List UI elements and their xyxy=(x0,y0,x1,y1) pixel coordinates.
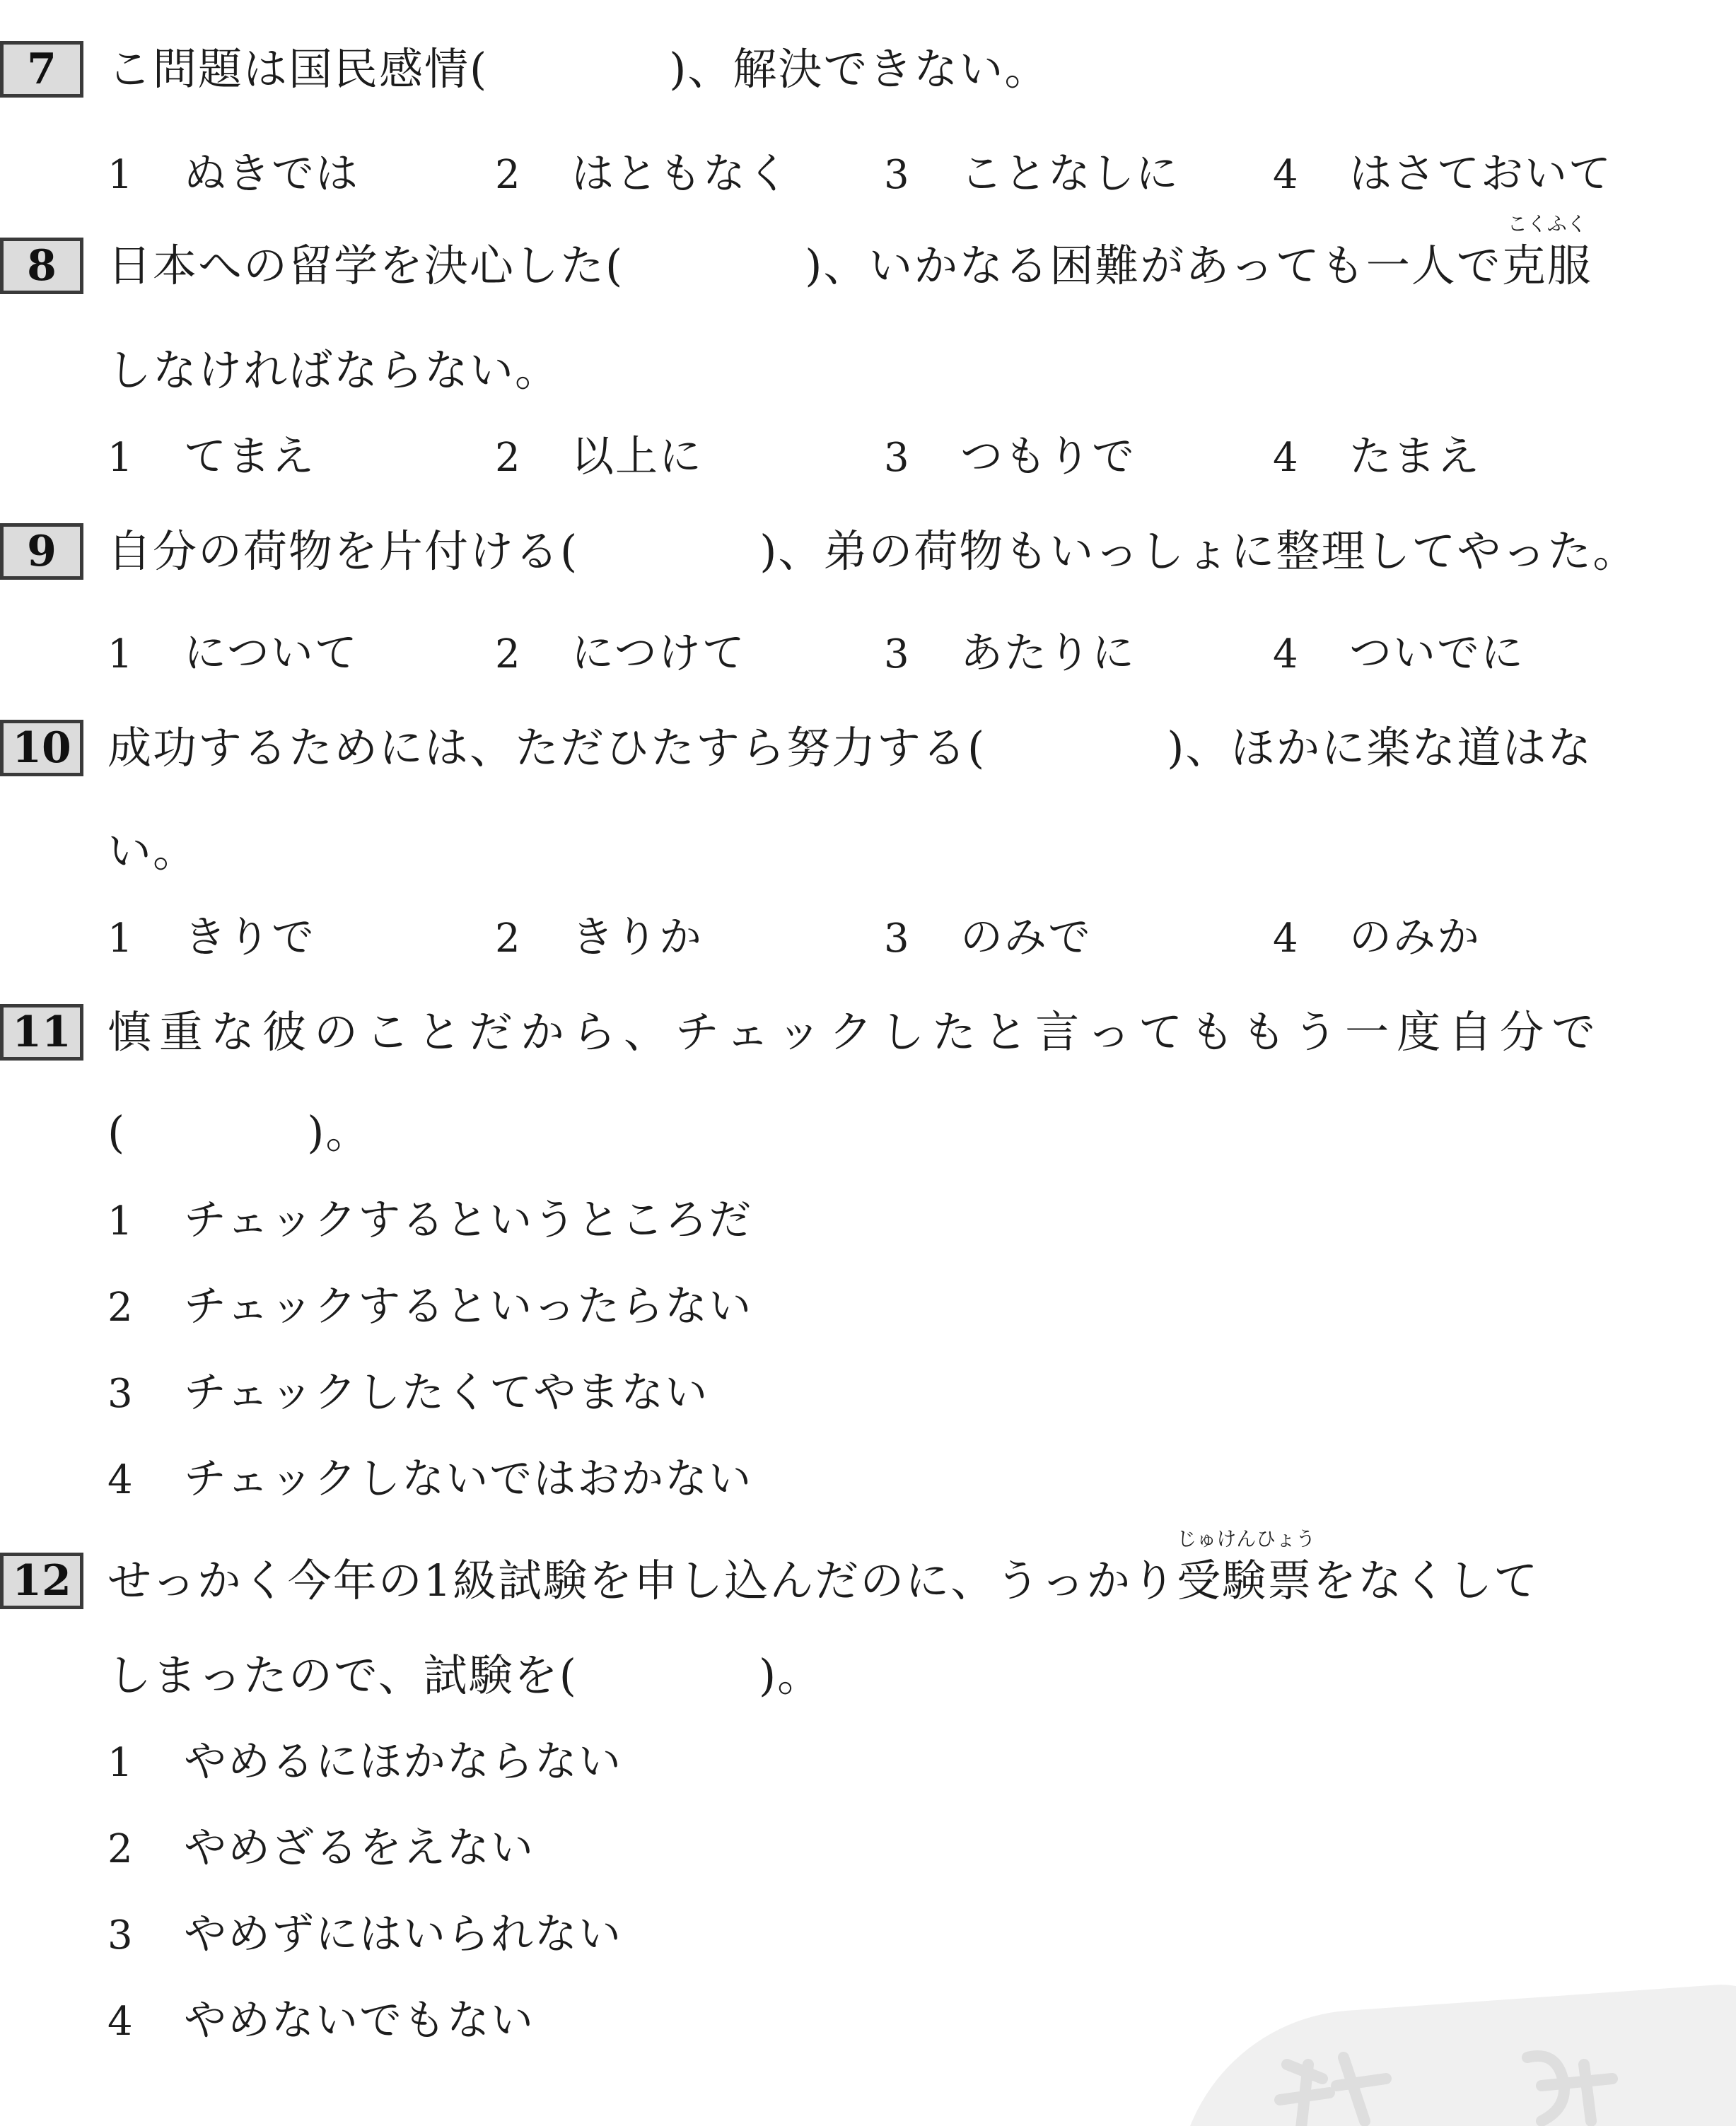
option-text: について xyxy=(184,629,359,678)
option-text: のみで xyxy=(960,913,1092,962)
question-8-stem xyxy=(107,212,1592,294)
question-9-option-3[interactable] xyxy=(884,625,1136,683)
question-8-option-3[interactable] xyxy=(884,428,1136,486)
option-number: 1 xyxy=(107,1740,134,1786)
option-number: 2 xyxy=(495,916,522,962)
question-7-option-3[interactable] xyxy=(884,146,1179,204)
option-number: 3 xyxy=(107,1912,134,1958)
question-7-stem-before: こ問題は国民感情( xyxy=(107,43,670,95)
option-text: てまえ xyxy=(184,432,315,481)
question-10-stem-after: )、ほかに楽な道はな xyxy=(1167,722,1593,773)
option-number: 3 xyxy=(884,631,911,677)
question-number-12: 12 xyxy=(0,1553,83,1609)
option-number: 4 xyxy=(1273,152,1300,198)
question-11-option-1[interactable] xyxy=(107,1192,752,1250)
option-number: 4 xyxy=(1273,916,1300,962)
ruby-base: 克服 xyxy=(1501,240,1592,291)
option-text: チェックしないではおかない xyxy=(184,1454,753,1504)
question-12-stem-continued: しまったので、試験を( )。 xyxy=(107,1649,823,1701)
ruby-base: 受験票 xyxy=(1177,1555,1313,1606)
question-8-stem-mid: )、いかなる困難があっても一人で xyxy=(805,240,1502,291)
option-text: たまえ xyxy=(1349,432,1481,481)
question-10-option-3[interactable] xyxy=(884,909,1092,967)
question-10-stem xyxy=(107,720,1592,776)
option-number: 2 xyxy=(495,631,522,677)
option-number: 2 xyxy=(107,1285,134,1331)
question-10-option-1[interactable] xyxy=(107,909,315,967)
option-number: 1 xyxy=(107,1198,134,1244)
question-10-stem-before: 成功するためには、ただひたすら努力する( xyxy=(107,722,1167,773)
question-10-stem-continued: い。 xyxy=(107,825,199,877)
option-text: のみか xyxy=(1349,913,1481,962)
question-8-option-4[interactable] xyxy=(1273,428,1481,486)
question-9-stem-after: )、弟の荷物もいっしょに整理してやった。 xyxy=(759,525,1638,577)
furigana: じゅけんひょう xyxy=(1177,1527,1316,1550)
option-number: 4 xyxy=(1273,631,1300,677)
option-text: につけて xyxy=(571,629,746,678)
question-9-option-1[interactable] xyxy=(107,625,359,683)
option-text: やめずにはいられない xyxy=(184,1910,622,1959)
question-12-option-2[interactable] xyxy=(107,1820,535,1878)
option-number: 4 xyxy=(107,1457,134,1503)
question-10-option-4[interactable] xyxy=(1273,909,1481,967)
question-11-option-3[interactable] xyxy=(107,1365,709,1423)
question-number-7: 7 xyxy=(0,41,83,98)
option-number: 3 xyxy=(884,152,911,198)
option-text: つもりで xyxy=(960,432,1136,481)
option-text: きりで xyxy=(184,913,315,962)
option-number: 1 xyxy=(107,152,134,198)
option-text: はさておいて xyxy=(1349,149,1612,199)
question-11-stem: 慎重な彼のことだから、チェックしたと言ってももう一度自分で xyxy=(107,1006,1604,1058)
option-text: やめないでもない xyxy=(184,1996,535,2045)
option-number: 1 xyxy=(107,916,134,962)
option-number: 4 xyxy=(107,1999,134,2045)
question-12-stem xyxy=(107,1527,1539,1609)
question-9-option-2[interactable] xyxy=(495,625,746,683)
question-9-option-4[interactable] xyxy=(1273,625,1525,683)
option-text: あたりに xyxy=(960,629,1136,678)
question-8-option-1[interactable] xyxy=(107,428,315,486)
question-11-option-4[interactable] xyxy=(107,1451,752,1509)
question-12-stem-before: せっかく今年の1級試験を申し込んだのに、うっかり xyxy=(107,1555,1177,1606)
question-11-stem-continued: ( )。 xyxy=(107,1106,371,1158)
watermark-logo xyxy=(1259,2036,1655,2126)
option-number: 4 xyxy=(1273,435,1300,481)
question-12-option-3[interactable] xyxy=(107,1906,622,1964)
option-number: 2 xyxy=(107,1826,134,1872)
question-number-10: 10 xyxy=(0,720,83,776)
question-7-option-2[interactable] xyxy=(495,146,791,204)
option-text: はともなく xyxy=(571,149,791,199)
question-7-stem xyxy=(107,41,1049,98)
question-9-stem xyxy=(107,523,1638,580)
question-12-stem-after: をなくして xyxy=(1312,1555,1539,1606)
question-8-option-2[interactable] xyxy=(495,428,703,486)
question-11-option-2[interactable] xyxy=(107,1278,752,1336)
question-12-option-1[interactable] xyxy=(107,1734,622,1792)
option-text: チェックしたくてやまない xyxy=(184,1368,709,1418)
option-text: 以上に xyxy=(571,432,703,481)
option-number: 2 xyxy=(495,435,522,481)
question-12-ruby xyxy=(1177,1527,1316,1609)
question-9-stem-before: 自分の荷物を片付ける( xyxy=(107,525,760,577)
question-number-9: 9 xyxy=(0,523,83,580)
question-7-option-4[interactable] xyxy=(1273,146,1612,204)
option-number: 1 xyxy=(107,435,134,481)
option-number: 3 xyxy=(884,435,911,481)
option-number: 3 xyxy=(107,1371,134,1417)
question-8-ruby xyxy=(1501,212,1592,294)
option-text: ことなしに xyxy=(960,149,1179,199)
option-number: 1 xyxy=(107,631,134,677)
option-text: ついでに xyxy=(1349,629,1525,678)
option-text: ぬきでは xyxy=(184,149,359,199)
question-8-stem-before: 日本への留学を決心した( xyxy=(107,240,805,291)
question-7-option-1[interactable] xyxy=(107,146,359,204)
option-text: やめざるをえない xyxy=(184,1823,535,1873)
option-text: チェックするといったらない xyxy=(184,1282,753,1331)
option-text: きりか xyxy=(571,913,703,962)
question-12-option-4[interactable] xyxy=(107,1992,535,2050)
question-8-stem-continued: しなければならない。 xyxy=(107,344,561,396)
furigana: こくふく xyxy=(1507,212,1587,235)
question-number-11: 11 xyxy=(0,1004,83,1061)
question-10-option-2[interactable] xyxy=(495,909,703,967)
option-number: 2 xyxy=(495,152,522,198)
question-number-8: 8 xyxy=(0,238,83,294)
question-7-stem-after: )、解決できない。 xyxy=(669,43,1050,95)
option-text: チェックするというところだ xyxy=(184,1196,753,1245)
option-text: やめるにほかならない xyxy=(184,1737,622,1787)
option-number: 3 xyxy=(884,916,911,962)
